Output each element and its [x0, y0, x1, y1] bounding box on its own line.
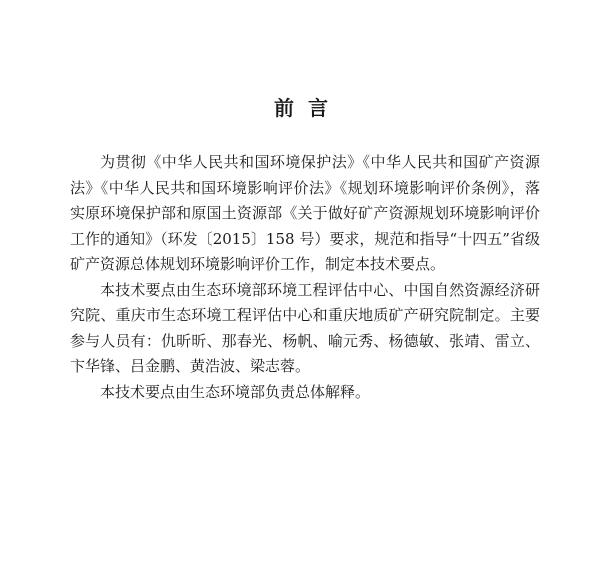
- document-body: [70, 150, 540, 405]
- paragraph-interpretation: 本技术要点由生态环境部负责总体解释。: [100, 382, 371, 401]
- document-title: 前言: [274, 96, 342, 120]
- paragraph-authors: 本技术要点由生态环境部环境工程评估中心、中国自然资源经济研究院、重庆市生态环境工程评估中心和重庆地质矿产研究院制定。主要参与人员有：仇昕昕、那春光、杨帆、喻元秀、杨德敏、张靖、雷立、卞华锋、吕金鹏、黄浩波、梁志蓉。: [70, 280, 540, 375]
- paragraph-purpose: 为贯彻《中华人民共和国环境保护法》《中华人民共和国矿产资源法》《中华人民共和国环境影响评价法》《规划环境影响评价条例》，落实原环境保护部和原国土资源部《关于做好矿产资源规划环境影响评价工作的通知》（环发〔2015〕158 号）要求，规范和指导“十四五”省级矿产资源总体规划环境影响评价工作，制定本技术要点。: [70, 153, 540, 273]
